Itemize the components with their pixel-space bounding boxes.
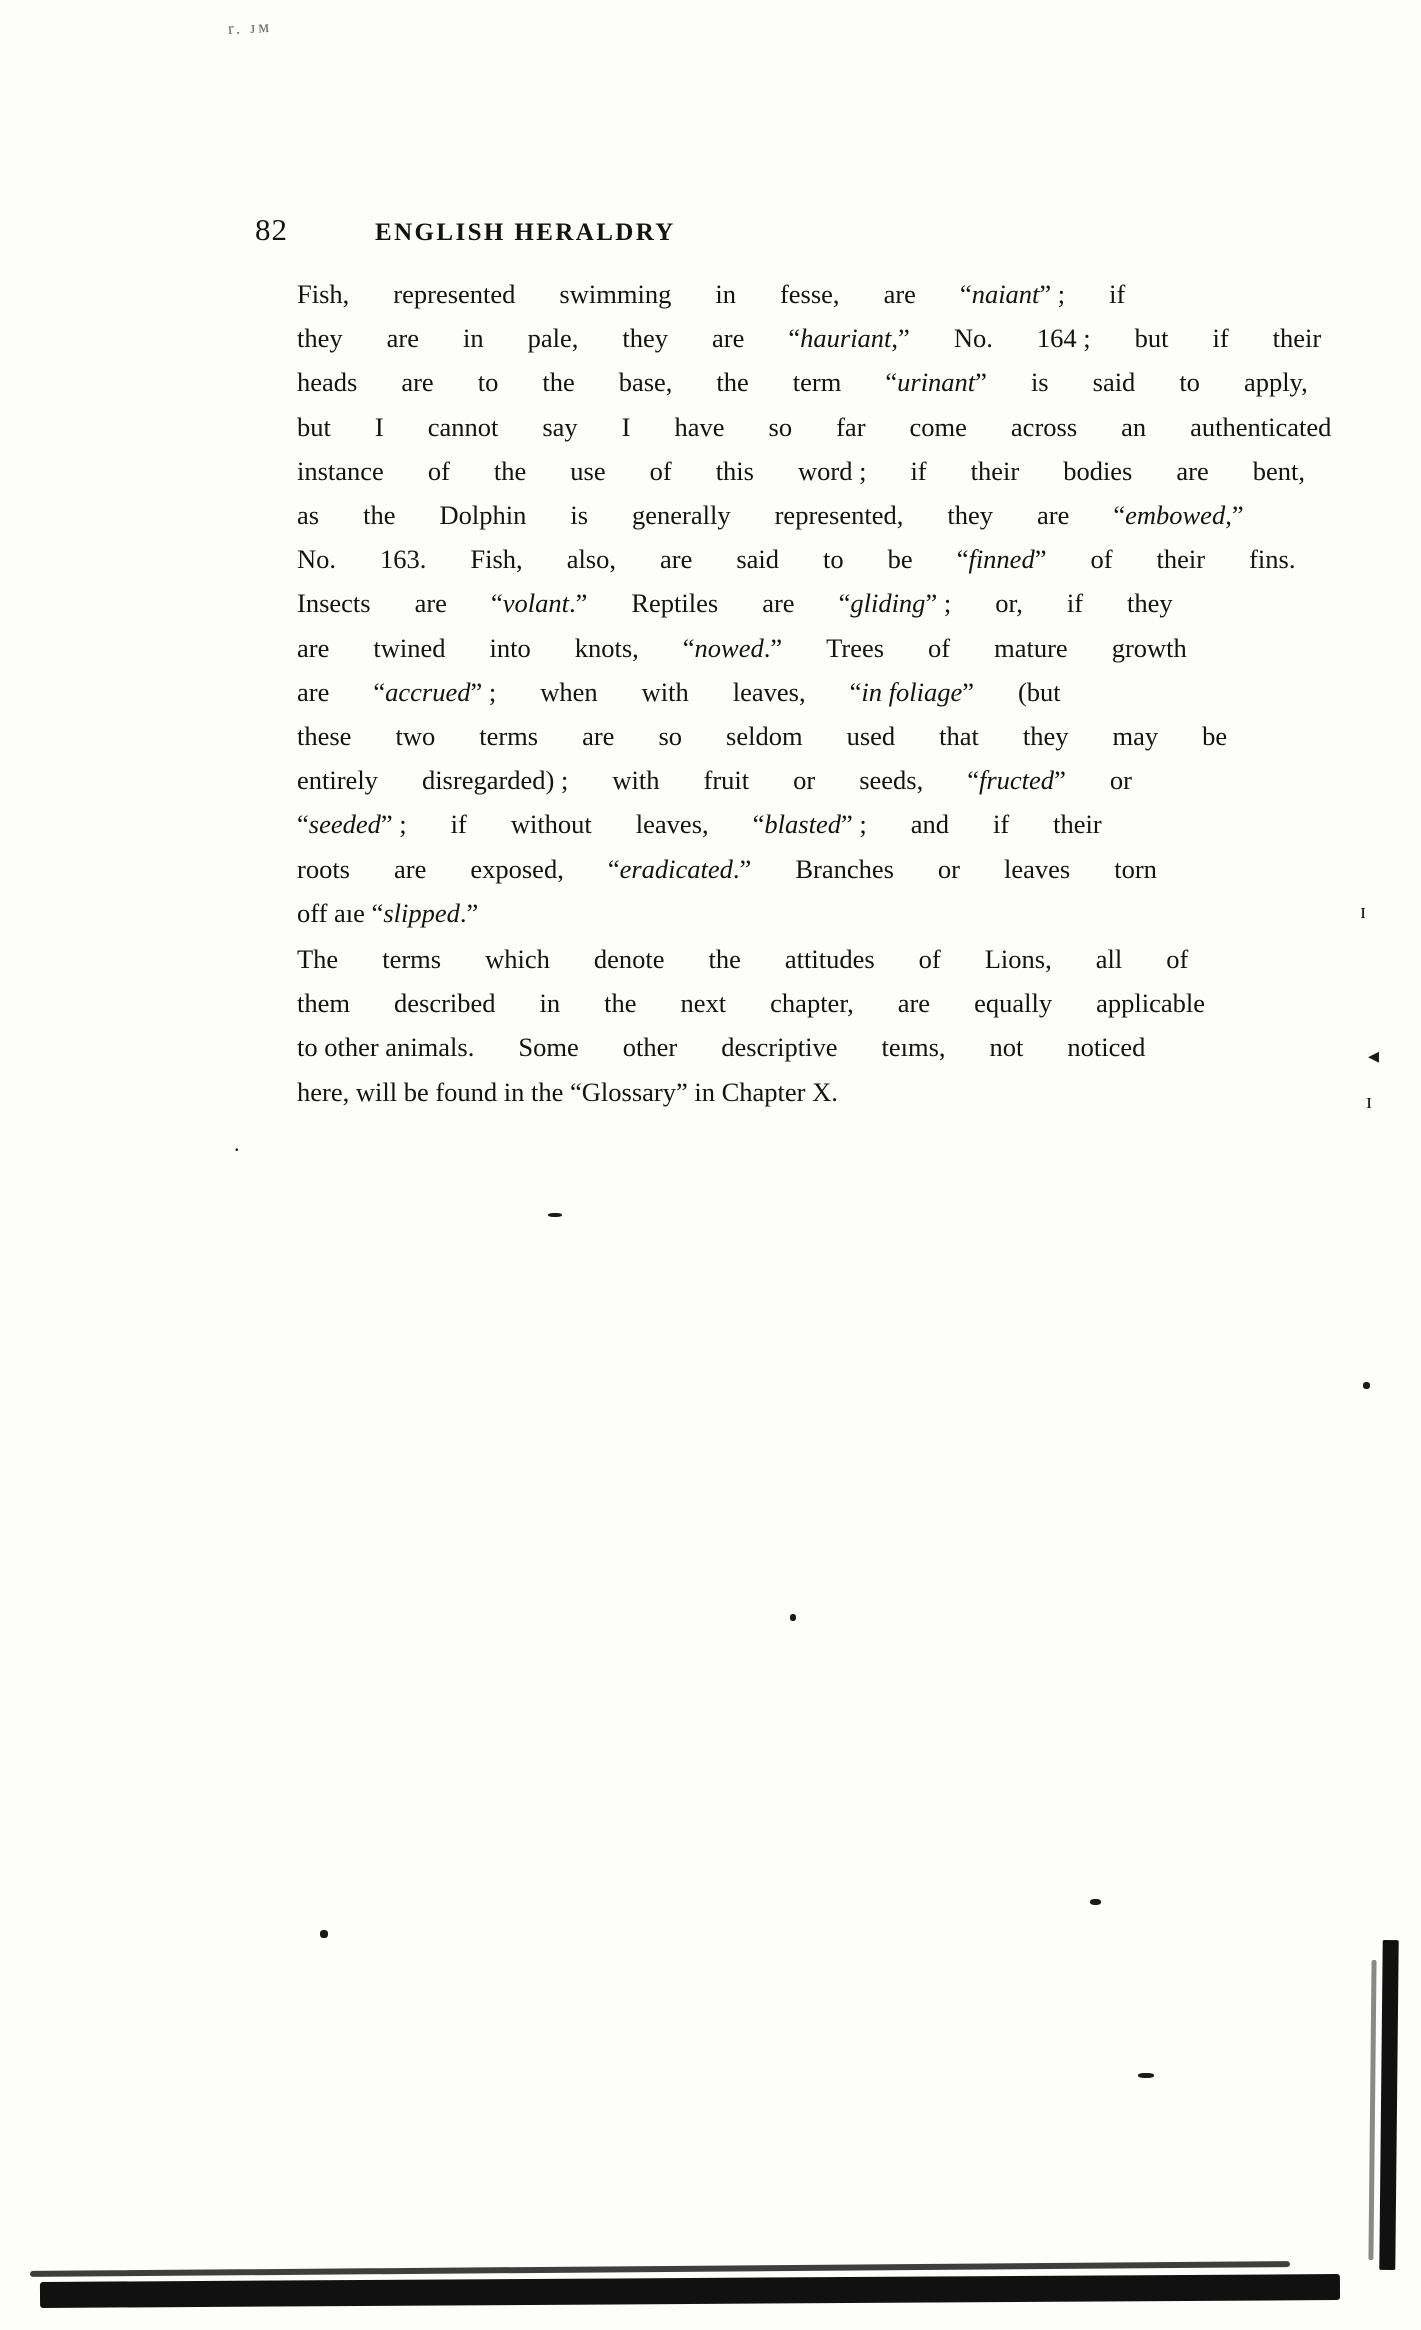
ink-speck bbox=[1090, 1899, 1101, 1905]
ink-speck bbox=[320, 1930, 328, 1938]
running-head: ENGLISH HERALDRY bbox=[375, 219, 676, 246]
ink-speck: ɪ bbox=[1360, 898, 1367, 923]
page-edge-shadow bbox=[1368, 1960, 1376, 2260]
page-header bbox=[255, 212, 975, 248]
page-edge-shadow bbox=[40, 2274, 1340, 2308]
page-number: 82 bbox=[255, 212, 288, 247]
ink-speck bbox=[790, 1614, 796, 1621]
ink-speck bbox=[548, 1213, 562, 1217]
page-edge-shadow bbox=[1379, 1940, 1398, 2270]
paragraph-fish-terms: Fish, represented swimming in fesse, are “naiant” ; if they are in pale, they are “hauriant,” No. 164 ; but if their heads are to the base, the term “urinant” is said to apply, but I cannot say I have so far come across an authenticated instance of the use of this word ; if their bodies are bent, as the Dolphin is generally represented, they are “embowed,” No. 163. Fish, also, are said to be “finned” of their fins. Insects are “volant.” Reptiles are “gliding” ; or, if they are twined into knots, “nowed.” Trees of mature growth are “accrued” ; when with leaves, “in foliage” (but these two terms are so seldom used that they may be entirely disregarded) ; with fruit or seeds, “fructed” or “seeded” ; if without leaves, “blasted” ; and if their roots are exposed, “eradicated.” Branches or leaves torn off aıe “slipped.” bbox=[297, 279, 1332, 928]
paragraph-lion-attitudes: The terms which denote the attitudes of Lions, all of them described in the next chapter, are equally applicable to other animals. Some other descriptive teıms, not noticed here, will be found in the “Glossary” in Chapter X. bbox=[297, 944, 1205, 1107]
ink-speck: ɪ bbox=[1366, 1088, 1373, 1113]
ink-speck bbox=[1138, 2073, 1154, 2078]
corner-pencil-mark: r. ᴊᴍ bbox=[227, 16, 273, 39]
page-body bbox=[253, 272, 1332, 1114]
ink-speck: . bbox=[234, 1131, 240, 1156]
ink-speck bbox=[1363, 1382, 1370, 1389]
ink-speck: ◂ bbox=[1368, 1043, 1380, 1068]
